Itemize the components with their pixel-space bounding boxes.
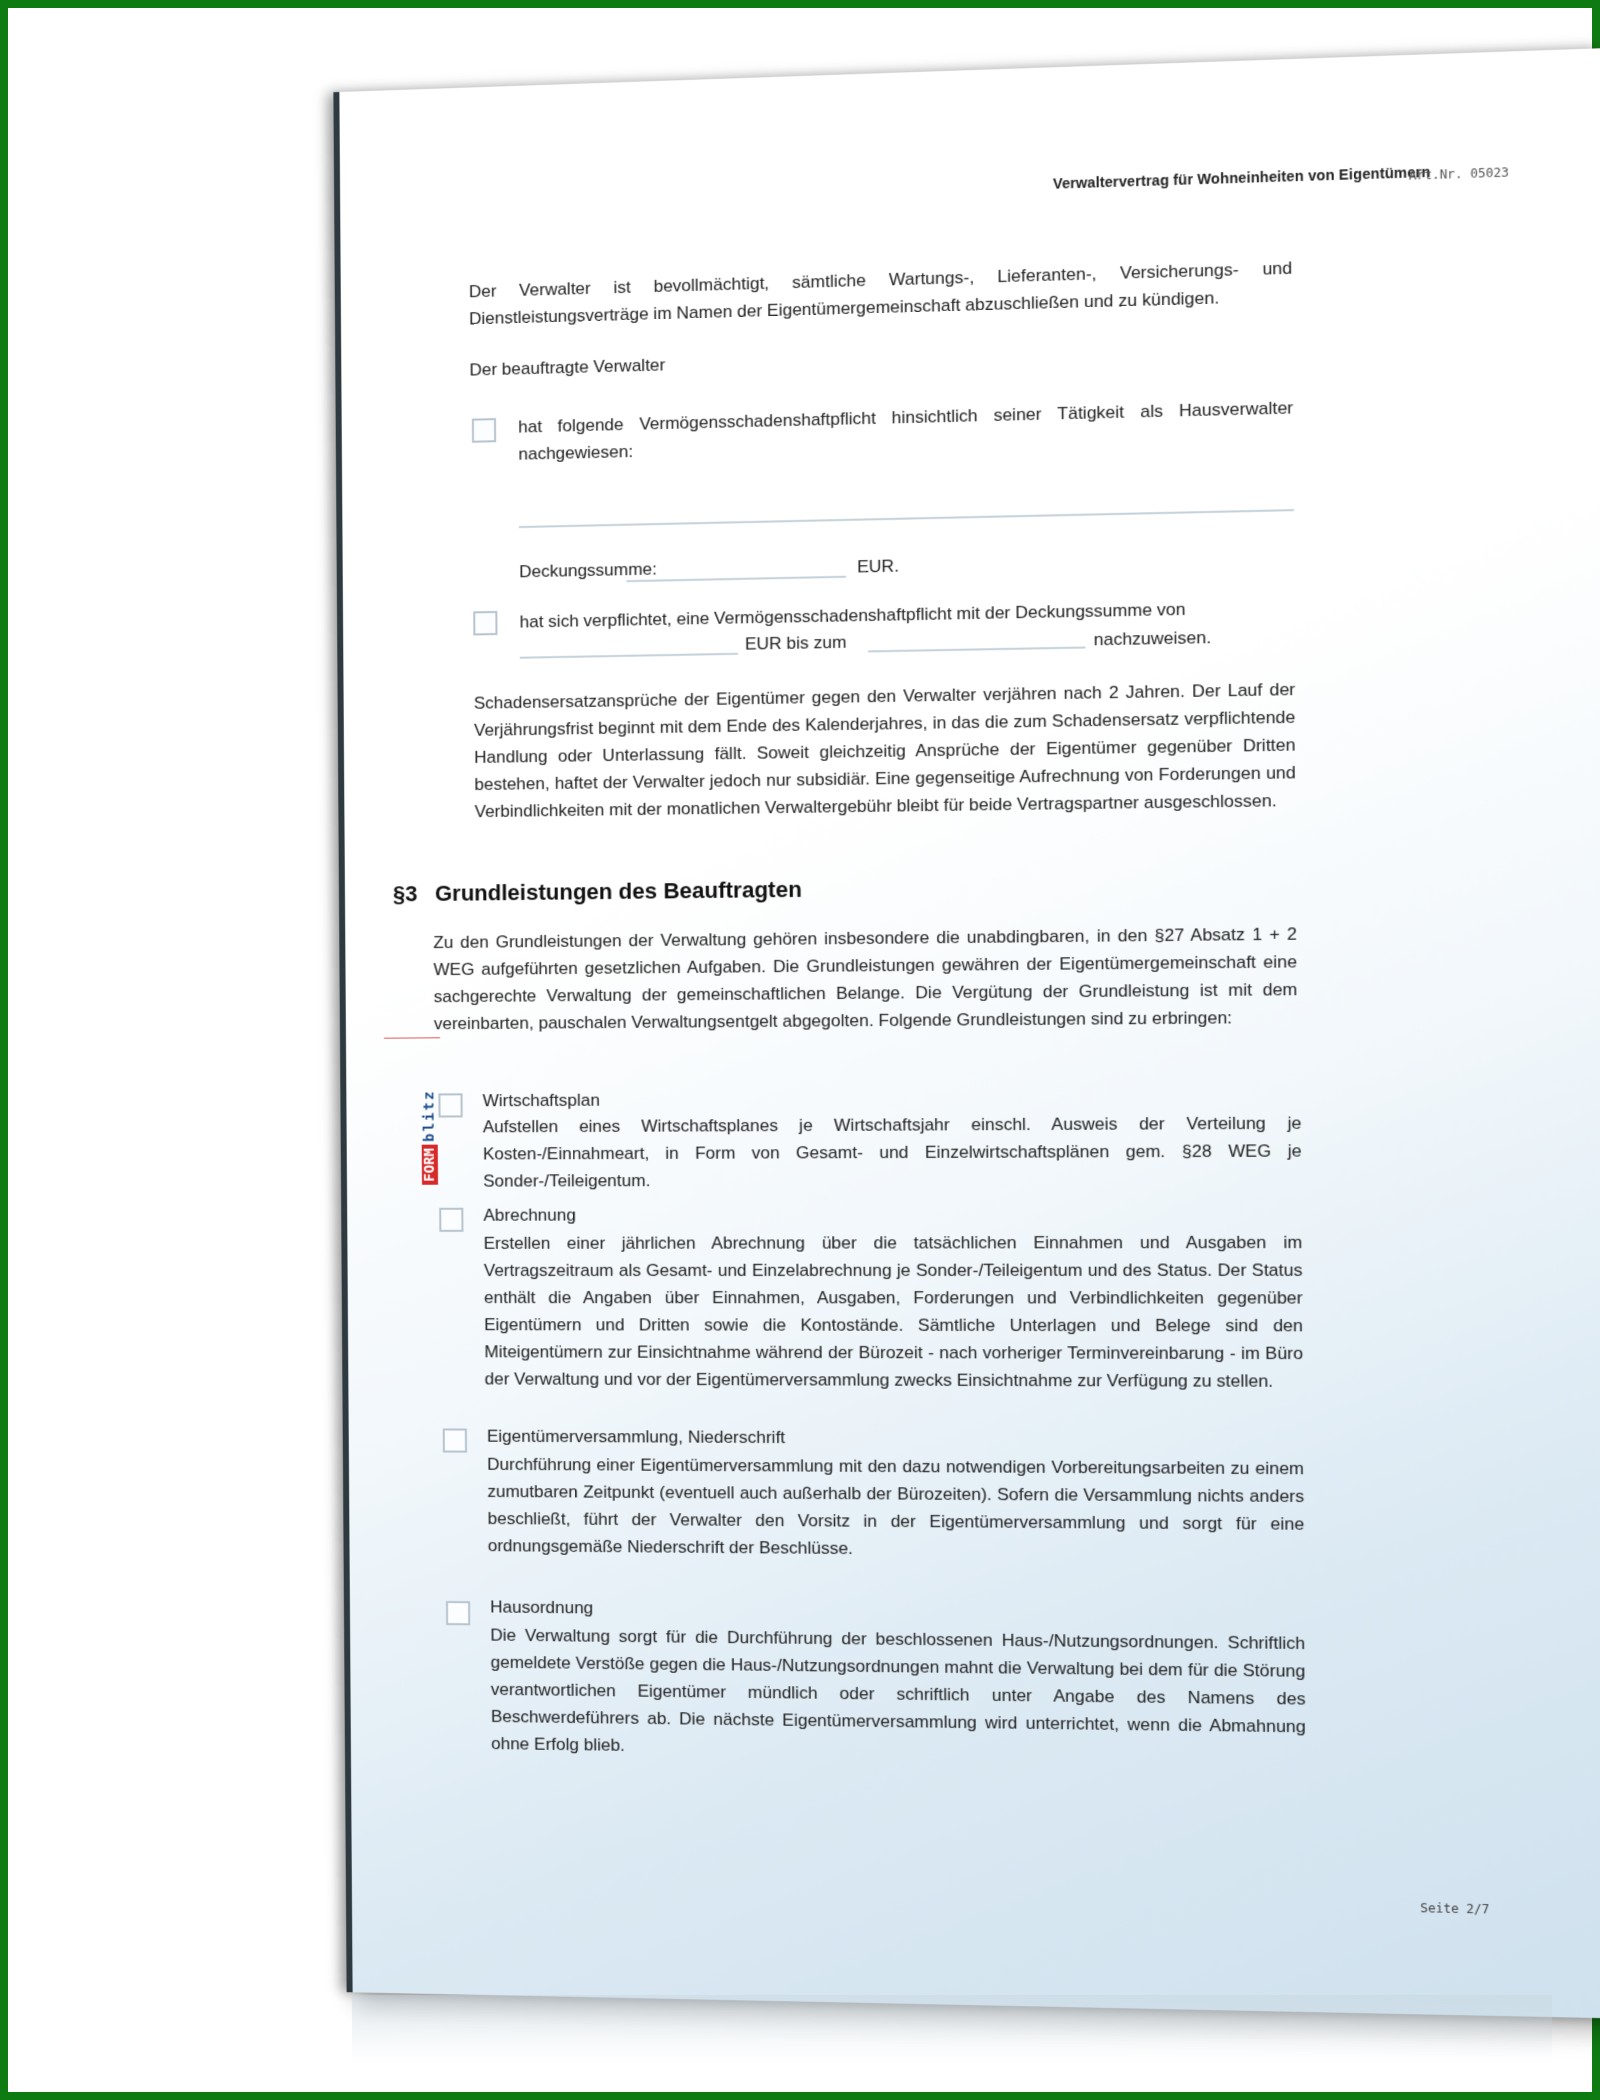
option-2-text: hat sich verpflichtet, eine Vermögensschadenshaftpflicht mit der Deckungssumme von [519,599,1186,632]
option-1-blank-line[interactable] [519,509,1294,528]
item-text-wirtschaftsplan: Aufstellen eines Wirtschaftsplanes je Wirtschaftsjahr einschl. Ausweis der Verteilung je Kosten-/Einnahmeart, in Form von Gesamt- und Einzelwirtschaftsplänen gem. §28 WEG je Sonder-/Teileigentum. [482,1113,1302,1191]
section-title: Grundleistungen des Beauftragten [434,876,802,906]
coverage-amount-field[interactable] [626,576,845,582]
checkbox-wirtschaftsplan[interactable] [438,1093,462,1117]
option-2-date-field[interactable] [868,646,1085,652]
checkbox-option-2[interactable] [473,611,497,636]
checkbox-option-1[interactable] [472,418,496,443]
checkbox-eigentuemerversammlung[interactable] [443,1428,467,1452]
page-reflection [352,1995,1552,2065]
document-header-title: Verwaltervertrag für Wohneinheiten von Eigentümern [1052,163,1431,192]
intro-label: Der beauftragte Verwalter [469,355,666,380]
item-text-hausordnung: Die Verwaltung sorgt für die Durchführung der beschlossenen Haus-/Nutzungsordnungen. Schriftlich gemeldete Verstöße gegen die Haus-/Nutzungsordnungen mahnt die Verwaltung bei dem für die Störung verantwortlichen Eigentümer mündlich oder schriftlich unter Angabe des Namens des Beschwerdeführers ab. Die nächste Eigentümerversammlung wird unterrichtet, wenn die Abmahnung ohne Erfolg blieb. [490,1625,1306,1755]
option-1-text: hat folgende Vermögensschadenshaftpflicht hinsichtlich seiner Tätigkeit als Hausverwalter nachgewiesen: [518,398,1294,464]
section-number: §3 [392,881,418,907]
damage-paragraph: Schadensersatzansprüche der Eigentümer gegen den Verwalter verjähren nach 2 Jahren. Der Lauf der Verjährungsfrist beginnt mit dem Ende des Kalenderjahres, in das die zum Schadensersatz verpflichtende Handlung oder Unterlassung fällt. Soweit gleichzeitig Ansprüche der Eigentümer gegenüber Dritten bestehen, haftet der Verwalter jedoch nur subsidiär. Eine gegenseitige Aufrechnung von Forderungen und Verbindlichkeiten mit der monatlichen Verwaltergebühr bleibt für beide Vertragspartner ausgeschlossen. [473,679,1296,822]
logo-blitz-text: blitz [421,1089,438,1142]
page-number: Seite 2/7 [1420,1900,1490,1917]
coverage-currency: EUR. [857,556,900,577]
item-title-hausordnung: Hausordnung [490,1597,594,1618]
section-intro-paragraph: Zu den Grundleistungen der Verwaltung gehören insbesondere die unabdingbaren, in den §27 Absatz 1 + 2 WEG aufgeführten gesetzlichen Aufgaben. Die Grundleistungen gewähren der Eigentümergemeinschaft eine sachgerechte Verwaltung der gemeinschaftlichen Belange. Die Vergütung der Grundleistung ist mit dem vereinbarten, pauschalen Verwaltungsentgelt abgegolten. Folgende Grundleistungen sind zu erbringen: [433,924,1298,1034]
option-2-eur-until: EUR bis zum [744,632,847,654]
document-page [333,48,1600,2018]
option-2-amount-field[interactable] [520,653,738,659]
item-title-wirtschaftsplan: Wirtschaftsplan [482,1090,601,1111]
logo-form-text: FORM [422,1145,438,1185]
checkbox-hausordnung[interactable] [446,1601,470,1625]
checkbox-abrechnung[interactable] [439,1208,463,1232]
item-text-eigentuemerversammlung: Durchführung einer Eigentümerversammlung mit den dazu notwendigen Vorbereitungsarbeiten zu einem zumutbaren Zeitpunkt (eventuell auch außerhalb der Bürozeiten). Sofern die Versammlung nichts anders beschließt, führt der Verwalter den Vorsitz in der Eigentümerversammlung und sorgt für eine ordnungsgemäße Niederschrift der Beschlüsse. [487,1454,1305,1559]
item-text-abrechnung: Erstellen einer jährlichen Abrechnung über die tatsächlichen Einnahmen und Ausgaben im Vertragszeitraum als Gesamt- und Einzelabrechnung je Sonder-/Teileigentum und des Status. Der Status enthält die Angaben über Einnahmen, Ausgaben, Forderungen und Verbindlichkeiten gegenüber Eigentümern und Dritten sowie die Kontostände. Sämtliche Unterlagen und Belege sind den Miteigentümern zur Einsichtnahme während der Bürozeit - nach vorheriger Terminvereinbarung - im Büro der Verwaltung und vor der Eigentümerversammlung zwecks Einsichtnahme zur Verfügung zu stellen. [483,1232,1304,1391]
article-number: Art.Nr. 05023 [1408,165,1509,183]
option-2-suffix: nachzuweisen. [1093,627,1212,650]
intro-paragraph: Der Verwalter ist bevollmächtigt, sämtliche Wartungs-, Lieferanten-, Versicherungs- und Dienstleistungsverträge im Namen der Eigentümergemeinschaft abzuschließen und zu kündigen. [468,258,1293,329]
coverage-label: Deckungssumme: [519,559,657,582]
item-title-abrechnung: Abrechnung [483,1205,576,1225]
item-title-eigentuemerversammlung: Eigentümerversammlung, Niederschrift [486,1426,786,1448]
